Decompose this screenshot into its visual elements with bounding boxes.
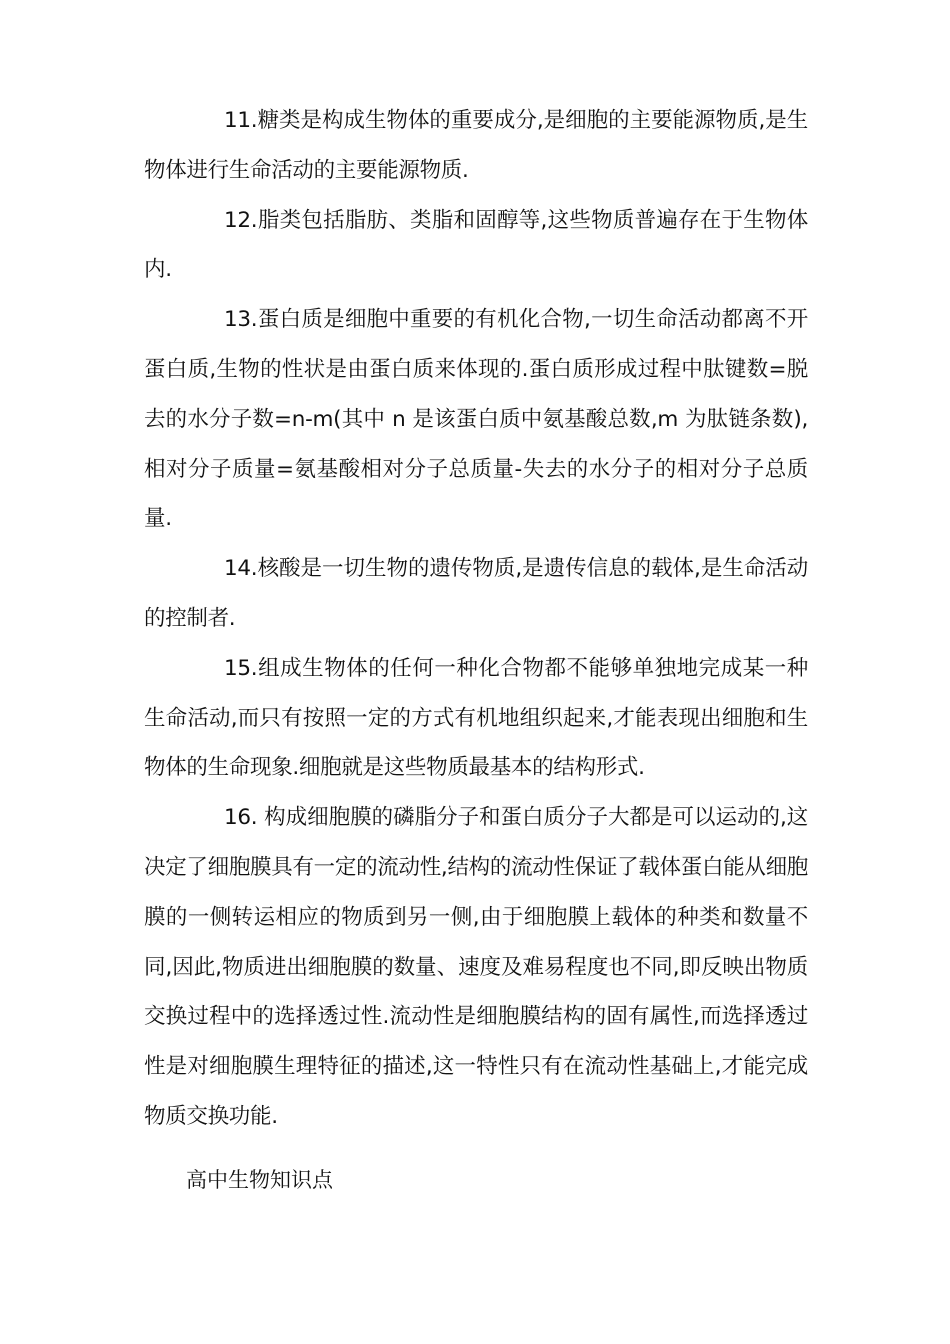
paragraph-11: 11.糖类是构成生物体的重要成分,是细胞的主要能源物质,是生物体进行生命活动的主要能源物质. xyxy=(144,108,808,183)
paragraph-16: 16. 构成细胞膜的磷脂分子和蛋白质分子大都是可以运动的,这决定了细胞膜具有一定的流动性,结构的流动性保证了载体蛋白能从细胞膜的一侧转运相应的物质到另一侧,由于细胞膜上载体的种类和数量不同,因此,物质进出细胞膜的数量、速度及难易程度也不同,即反映出物质交换过程中的选择透过性.流动性是细胞膜结构的固有属性,而选择透过性是对细胞膜生理特征的描述,这一特性只有在流动性基础上,才能完成物质交换功能. xyxy=(144,805,808,1129)
paragraph-12: 12.脂类包括脂肪、类脂和固醇等,这些物质普遍存在于生物体内. xyxy=(144,207,808,283)
paragraph-15: 15.组成生物体的任何一种化合物都不能够单独地完成某一种生命活动,而只有按照一定的方式有机地组织起来,才能表现出细胞和生物体的生命现象.细胞就是这些物质最基本的结构形式. xyxy=(144,655,808,781)
paragraph-13: 13.蛋白质是细胞中重要的有机化合物,一切生命活动都离不开蛋白质,生物的性状是由蛋白质来体现的.蛋白质形成过程中肽键数=脱去的水分子数=n-m(其中 n 是该蛋白质中氨基酸总数,m 为肽链条数),相对分子质量=氨基酸相对分子总质量-失去的水分子的相对分子总质量. xyxy=(144,307,808,532)
section-heading: 高中生物知识点 xyxy=(186,1168,333,1192)
paragraph-14: 14.核酸是一切生物的遗传物质,是遗传信息的载体,是生命活动的控制者. xyxy=(144,556,808,631)
document-body xyxy=(144,96,808,1142)
